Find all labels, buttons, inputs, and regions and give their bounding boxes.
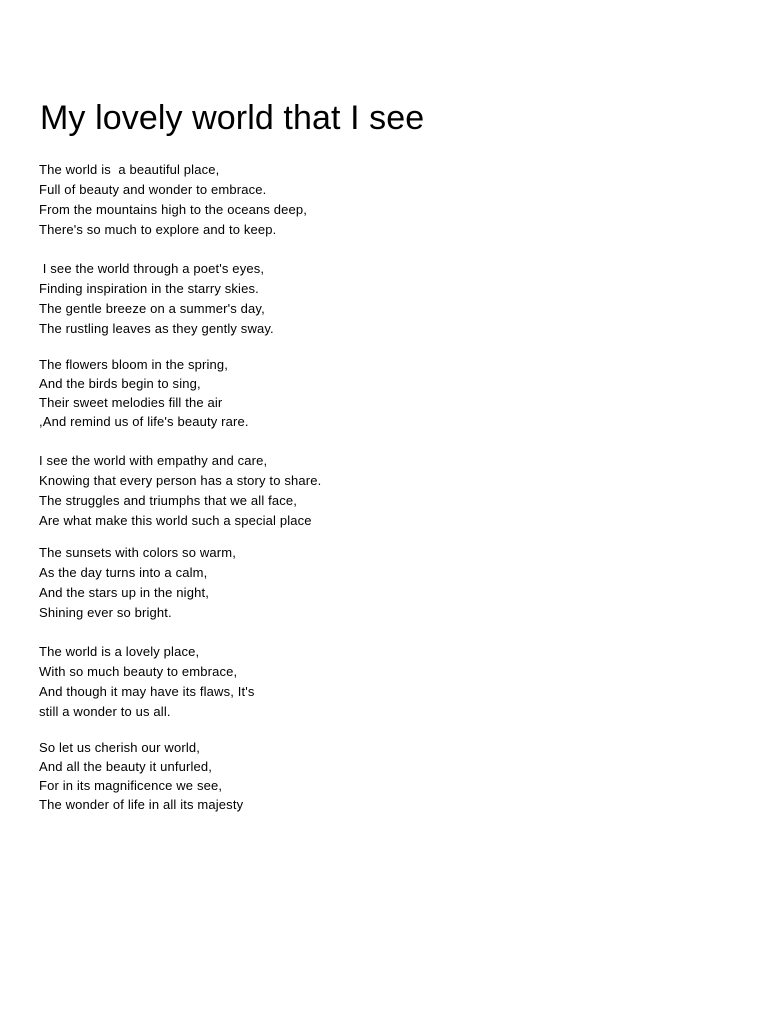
poem-line: There's so much to explore and to keep. <box>39 222 277 237</box>
poem-line: From the mountains high to the oceans deep, <box>39 202 308 217</box>
stanza-7 <box>39 738 243 814</box>
poem-line: still a wonder to us all. <box>39 704 171 719</box>
stanza-2 <box>39 259 274 339</box>
stanza-4 <box>39 451 321 531</box>
poem-line: Finding inspiration in the starry skies. <box>39 281 259 296</box>
poem-line: So let us cherish our world, <box>39 740 200 755</box>
poem-line: And all the beauty it unfurled, <box>39 759 213 774</box>
poem-line: The sunsets with colors so warm, <box>39 545 236 560</box>
poem-title: My lovely world that I see <box>40 99 425 137</box>
poem-line: And the stars up in the night, <box>39 585 209 600</box>
stanza-3 <box>39 355 249 431</box>
poem-line: ,And remind us of life's beauty rare. <box>39 414 249 429</box>
poem-line: Knowing that every person has a story to share. <box>39 473 322 488</box>
poem-line: With so much beauty to embrace, <box>39 664 238 679</box>
poem-line: And though it may have its flaws, It's <box>39 684 255 699</box>
poem-line: For in its magnificence we see, <box>39 778 223 793</box>
poem-line: The wonder of life in all its majesty <box>39 797 244 812</box>
poem-line: And the birds begin to sing, <box>39 376 201 391</box>
poem-line: The world is a beautiful place, <box>39 162 220 177</box>
poem-line: I see the world through a poet's eyes, <box>39 261 265 276</box>
stanza-6 <box>39 642 255 722</box>
stanza-1 <box>39 160 307 240</box>
poem-line: Full of beauty and wonder to embrace. <box>39 182 267 197</box>
poem-line: Shining ever so bright. <box>39 605 172 620</box>
poem-line: The flowers bloom in the spring, <box>39 357 229 372</box>
poem-line: The world is a lovely place, <box>39 644 200 659</box>
poem-line: The gentle breeze on a summer's day, <box>39 301 265 316</box>
poem-line: The rustling leaves as they gently sway. <box>39 321 274 336</box>
stanza-5 <box>39 543 236 623</box>
poem-line: The struggles and triumphs that we all face, <box>39 493 298 508</box>
poem-line: Their sweet melodies fill the air <box>39 395 223 410</box>
poem-line: As the day turns into a calm, <box>39 565 208 580</box>
poem-line: I see the world with empathy and care, <box>39 453 268 468</box>
poem-line: Are what make this world such a special place <box>39 513 312 528</box>
